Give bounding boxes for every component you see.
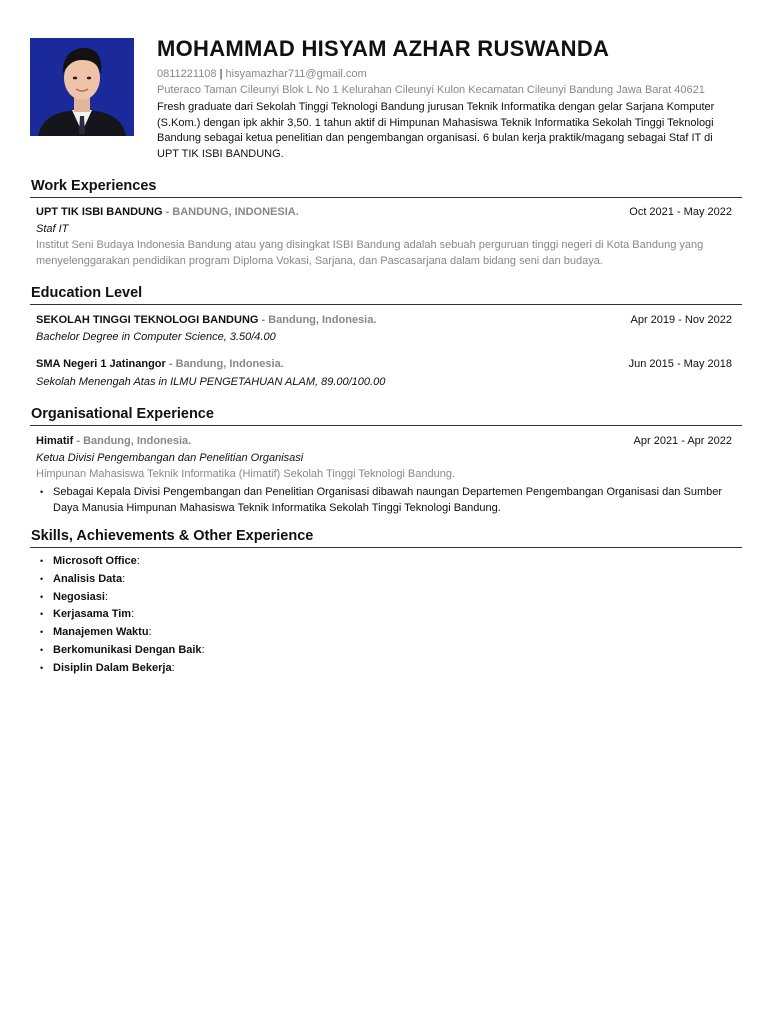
profile-summary: Fresh graduate dari Sekolah Tinggi Teknologi Bandung jurusan Teknik Informatika dengan gelar Sarjana Komputer (S.Kom.) dengan ipk akhir 3,50. 1 tahun aktif di Himpunan Mahasiswa Teknik Informatika Sekolah Tinggi Teknologi Bandung sebagai ketua penelitian dan pengembangan organisasi. 6 bulan kerja praktik/magang sebagai Staf IT di UPT TIK ISBI BANDUNG.	[157, 101, 715, 160]
email-address: hisyamazhar711@gmail.com	[225, 68, 367, 80]
organisation-location: Bandung, Indonesia.	[83, 435, 192, 447]
resume-header	[157, 36, 747, 162]
skill-item: • Kerjasama Tim:	[36, 606, 736, 624]
organisation-description: Himpunan Mahasiswa Teknik Informatika (Himatif) Sekolah Tinggi Teknologi Bandung.	[36, 468, 456, 480]
education-org: SMA Negeri 1 Jatinangor	[36, 358, 166, 370]
section-divider	[30, 304, 742, 305]
section-divider	[30, 425, 742, 426]
section-title-education: Education Level	[31, 285, 143, 301]
skill-item: • Microsoft Office:	[36, 553, 736, 571]
section-title-organisation: Organisational Experience	[31, 406, 214, 422]
education-org: SEKOLAH TINGGI TEKNOLOGI BANDUNG	[36, 314, 259, 326]
phone-number: 0811221108	[157, 68, 217, 80]
education-degree: Sekolah Menengah Atas in ILMU PENGETAHUAN ALAM, 89.00/100.00	[36, 376, 386, 388]
work-role: Staf IT	[36, 223, 69, 235]
skill-item: • Negosiasi:	[36, 589, 736, 607]
education-entry-title: SMA Negeri 1 Jatinangor - Bandung, Indonesia.	[36, 358, 284, 370]
education-date: Jun 2015 - May 2018	[628, 358, 732, 370]
organisation-bullets	[36, 485, 736, 516]
skill-item: • Manajemen Waktu:	[36, 624, 736, 642]
section-divider	[30, 547, 742, 548]
list-item: • Sebagai Kepala Divisi Pengembangan dan Penelitian Organisasi dibawah naungan Departemen Pengembangan Organisasi dan Sumber Daya Manusia Himpunan Mahasiswa Teknik Informatika Sekolah Tinggi Teknologi Bandung.	[36, 485, 736, 516]
organisation-org: Himatif	[36, 435, 74, 447]
skill-item: • Analisis Data:	[36, 571, 736, 589]
contact-separator: |	[219, 68, 223, 80]
section-title-skills: Skills, Achievements & Other Experience	[31, 528, 314, 544]
section-divider	[30, 197, 742, 198]
organisation-date: Apr 2021 - Apr 2022	[633, 435, 732, 447]
work-entry-title: UPT TIK ISBI BANDUNG - BANDUNG, INDONESIA.	[36, 206, 299, 218]
section-title-work: Work Experiences	[31, 178, 157, 194]
education-entry-title: SEKOLAH TINGGI TEKNOLOGI BANDUNG - Bandung, Indonesia.	[36, 314, 377, 326]
education-location: Bandung, Indonesia.	[175, 358, 284, 370]
organisation-role: Ketua Divisi Pengembangan dan Penelitian Organisasi	[36, 452, 304, 464]
skills-list	[36, 553, 736, 678]
education-date: Apr 2019 - Nov 2022	[630, 314, 732, 326]
work-description: Institut Seni Budaya Indonesia Bandung atau yang disingkat ISBI Bandung adalah sebuah perguruan tinggi negeri di Kota Bandung yang menyelenggarakan pendidikan program Diploma Vokasi, Sarjana, dan Pascasarjana dalam bidang seni dan budaya.	[36, 239, 704, 267]
home-address: Puteraco Taman Cileunyi Blok L No 1 Kelurahan Cileunyi Kulon Kecamatan Cileunyi Bandung Jawa Barat 40621	[157, 84, 705, 96]
work-location: BANDUNG, INDONESIA.	[172, 206, 299, 218]
profile-photo	[30, 38, 134, 136]
work-date: Oct 2021 - May 2022	[629, 206, 732, 218]
skill-item: • Berkomunikasi Dengan Baik:	[36, 642, 736, 660]
candidate-name: MOHAMMAD HISYAM AZHAR RUSWANDA	[157, 36, 610, 61]
organisation-entry-title: Himatif - Bandung, Indonesia.	[36, 435, 192, 447]
contact-line	[157, 68, 747, 80]
skill-item: • Disiplin Dalam Bekerja:	[36, 660, 736, 678]
education-degree: Bachelor Degree in Computer Science, 3.50/4.00	[36, 331, 276, 343]
work-org: UPT TIK ISBI BANDUNG	[36, 206, 163, 218]
education-location: Bandung, Indonesia.	[268, 314, 377, 326]
